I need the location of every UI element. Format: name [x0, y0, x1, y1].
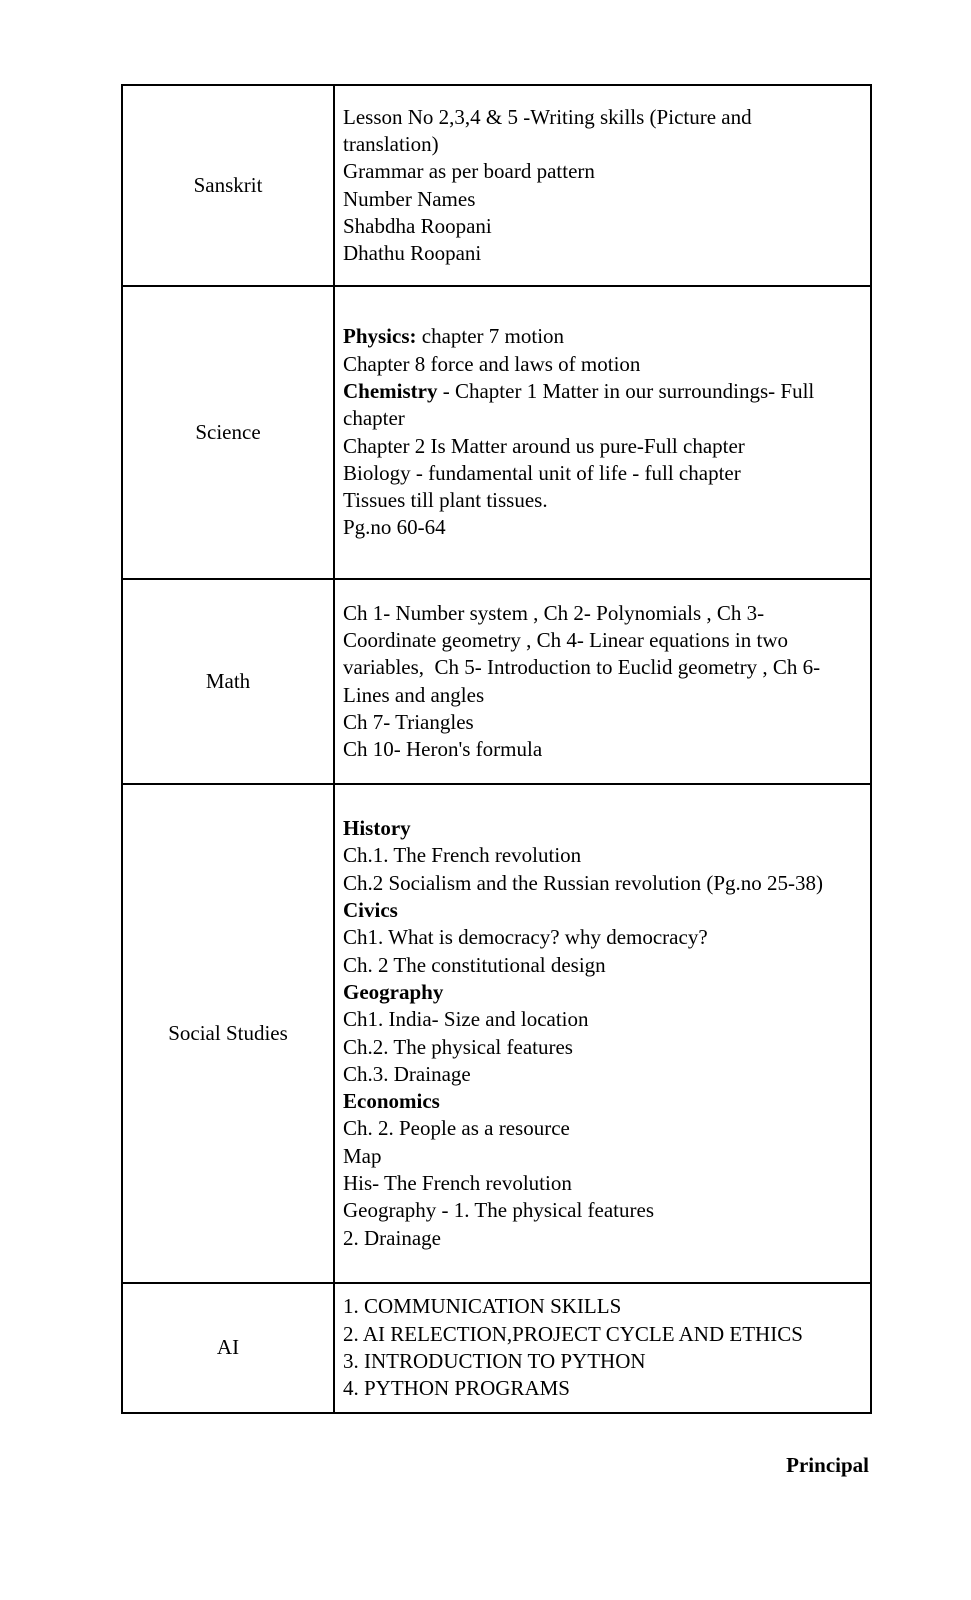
- bold-text-run: Geography: [343, 979, 444, 1004]
- content-line: [343, 378, 864, 405]
- content-line: [343, 897, 864, 924]
- table-row-science: [122, 286, 871, 579]
- subject-cell-social-studies: Social Studies: [122, 784, 334, 1283]
- text-run: Ch. 2 The constitutional design: [343, 952, 606, 977]
- content-line: [343, 1348, 864, 1375]
- content-line: [343, 158, 864, 185]
- text-run: Lines and angles: [343, 682, 485, 707]
- content-line: [343, 487, 864, 514]
- content-cell-math: [334, 579, 871, 784]
- content-cell-ai: [334, 1283, 871, 1413]
- text-run: Ch.3. Drainage: [343, 1061, 471, 1086]
- content-line: [343, 627, 864, 654]
- text-run: Lesson No 2,3,4 & 5 -Writing skills (Picture and: [343, 104, 752, 129]
- text-run: Chapter 8 force and laws of motion: [343, 351, 641, 376]
- content-line: [343, 1170, 864, 1197]
- content-line: [343, 682, 864, 709]
- content-line: [343, 351, 864, 378]
- text-run: Map: [343, 1143, 382, 1168]
- table-row-sanskrit: [122, 85, 871, 286]
- text-run: Coordinate geometry , Ch 4- Linear equations in two: [343, 627, 788, 652]
- content-line: [343, 186, 864, 213]
- text-run: Ch 10- Heron's formula: [343, 737, 543, 762]
- text-run: Tissues till plant tissues.: [343, 488, 548, 513]
- text-run: Dhathu Roopani: [343, 241, 482, 266]
- content-line: [343, 433, 864, 460]
- text-run: Ch1. What is democracy? why democracy?: [343, 925, 708, 950]
- text-run: 1. COMMUNICATION SKILLS: [343, 1294, 622, 1319]
- text-run: translation): [343, 131, 439, 156]
- subject-cell-math: Math: [122, 579, 334, 784]
- bold-text-run: History: [343, 816, 411, 841]
- content-line: [343, 600, 864, 627]
- text-run: Chapter 2 Is Matter around us pure-Full chapter: [343, 433, 745, 458]
- content-line: [343, 709, 864, 736]
- content-line: [343, 1225, 864, 1252]
- syllabus-table: [121, 84, 872, 1414]
- text-run: Geography - 1. The physical features: [343, 1198, 655, 1223]
- content-line: [343, 870, 864, 897]
- content-line: [343, 213, 864, 240]
- table-row-math: [122, 579, 871, 784]
- table-row-ai: [122, 1283, 871, 1413]
- text-run: chapter 7 motion: [416, 324, 565, 349]
- content-line: [343, 1006, 864, 1033]
- text-run: Pg.no 60-64: [343, 515, 446, 540]
- content-line: [343, 323, 864, 350]
- text-run: Grammar as per board pattern: [343, 159, 595, 184]
- text-run: chapter: [343, 406, 405, 431]
- text-run: 2. Drainage: [343, 1225, 441, 1250]
- syllabus-table-body: [122, 85, 871, 1413]
- content-line: [343, 654, 864, 681]
- bold-text-run: Chemistry: [343, 378, 438, 403]
- text-run: 2. AI RELECTION,PROJECT CYCLE AND ETHICS: [343, 1321, 803, 1346]
- text-run: Ch.1. The French revolution: [343, 843, 582, 868]
- text-run: Ch.2. The physical features: [343, 1034, 573, 1059]
- content-line: [343, 460, 864, 487]
- content-line: [343, 131, 864, 158]
- text-run: Biology - fundamental unit of life - full chapter: [343, 460, 741, 485]
- text-run: Ch 7- Triangles: [343, 709, 474, 734]
- subject-cell-sanskrit: Sanskrit: [122, 85, 334, 286]
- content-line: [343, 1143, 864, 1170]
- content-cell-science: [334, 286, 871, 579]
- table-row-social-studies: [122, 784, 871, 1283]
- content-line: [343, 1321, 864, 1348]
- content-line: [343, 405, 864, 432]
- content-line: [343, 1115, 864, 1142]
- text-run: 4. PYTHON PROGRAMS: [343, 1376, 570, 1401]
- content-line: [343, 815, 864, 842]
- text-run: Shabdha Roopani: [343, 213, 492, 238]
- text-run: Ch.2 Socialism and the Russian revolution (Pg.no 25-38): [343, 870, 824, 895]
- content-line: [343, 924, 864, 951]
- content-line: [343, 979, 864, 1006]
- bold-text-run: Economics: [343, 1089, 440, 1114]
- text-run: His- The French revolution: [343, 1170, 572, 1195]
- content-cell-social-studies: [334, 784, 871, 1283]
- bold-text-run: Civics: [343, 898, 398, 923]
- content-cell-sanskrit: [334, 85, 871, 286]
- subject-cell-science: Science: [122, 286, 334, 579]
- content-line: [343, 1293, 864, 1320]
- content-line: [343, 842, 864, 869]
- principal-signature-label: Principal: [786, 1453, 869, 1477]
- content-line: [343, 736, 864, 763]
- text-run: Ch1. India- Size and location: [343, 1007, 589, 1032]
- content-line: [343, 1375, 864, 1402]
- content-line: [343, 1197, 864, 1224]
- content-line: [343, 514, 864, 541]
- content-line: [343, 104, 864, 131]
- text-run: Ch 1- Number system , Ch 2- Polynomials , Ch 3-: [343, 600, 765, 625]
- text-run: Number Names: [343, 186, 476, 211]
- content-line: [343, 1088, 864, 1115]
- content-line: [343, 240, 864, 267]
- text-run: variables, Ch 5- Introduction to Euclid geometry , Ch 6-: [343, 655, 821, 680]
- content-line: [343, 1061, 864, 1088]
- text-run: Ch. 2. People as a resource: [343, 1116, 570, 1141]
- bold-text-run: Physics:: [343, 324, 417, 349]
- text-run: - Chapter 1 Matter in our surroundings- Full: [437, 378, 815, 403]
- text-run: 3. INTRODUCTION TO PYTHON: [343, 1349, 646, 1373]
- subject-cell-ai: AI: [122, 1283, 334, 1413]
- content-line: [343, 952, 864, 979]
- content-line: [343, 1034, 864, 1061]
